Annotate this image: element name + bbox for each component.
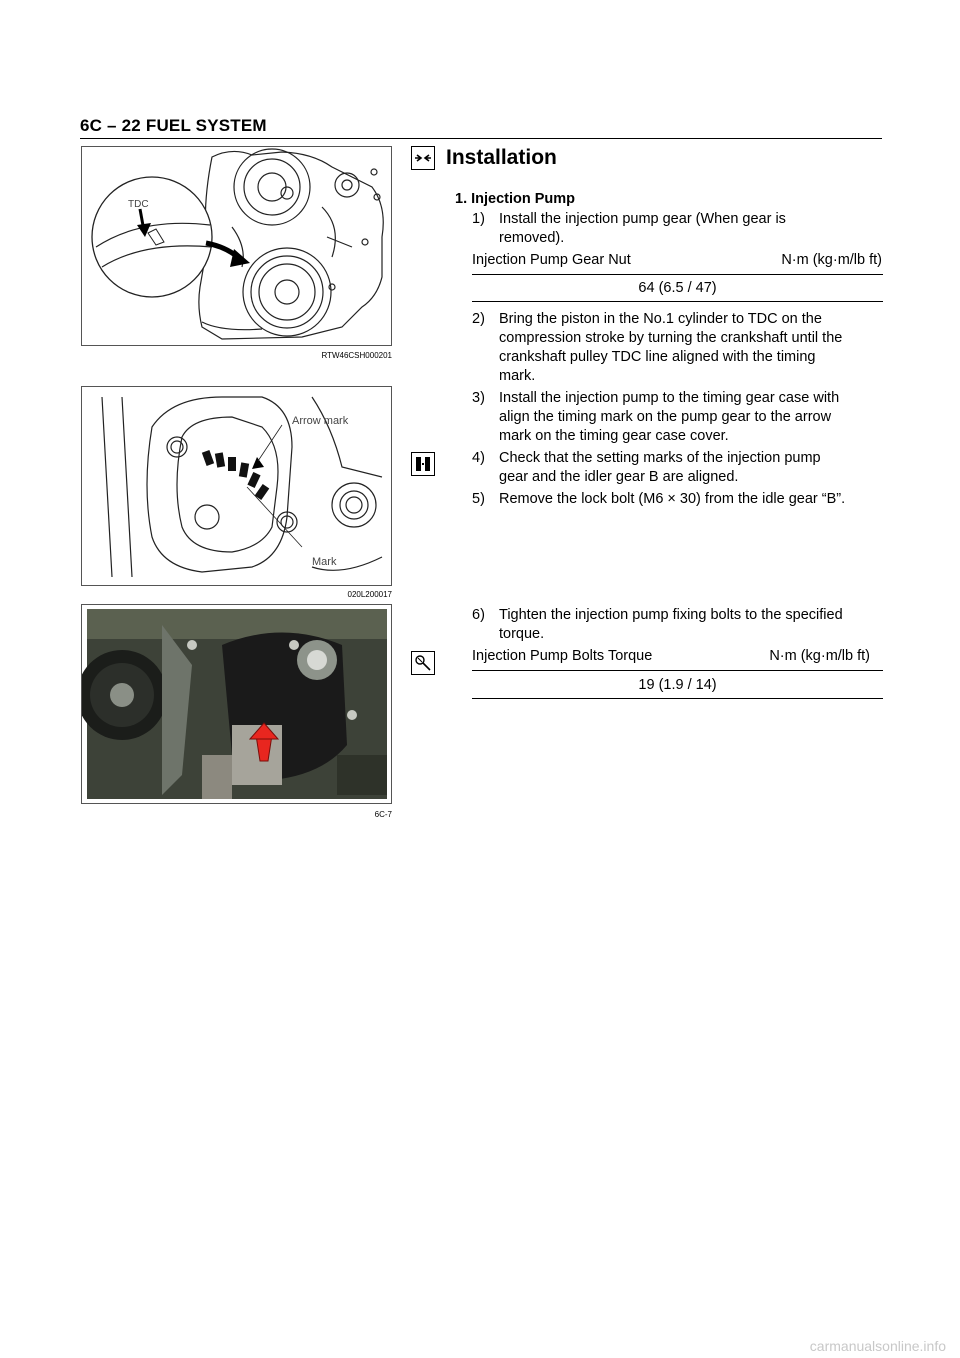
arrow-mark-label: Arrow mark [292, 415, 349, 427]
alignment-mark-icon [414, 455, 432, 473]
mark-label: Mark [312, 556, 337, 568]
wrench-icon [414, 654, 432, 672]
spec-unit: N·m (kg·m/lb ft) [769, 648, 870, 664]
spec-label: Injection Pump Gear Nut [472, 252, 631, 268]
step-line: removed). [499, 230, 565, 246]
page-title: 6C – 22 FUEL SYSTEM [80, 116, 267, 135]
step-line: torque. [499, 626, 545, 642]
figure-caption-3: 6C-7 [374, 810, 392, 819]
spec-row-gear-nut [472, 251, 882, 270]
figure-caption-2: 020L200017 [347, 590, 392, 599]
engine-photo [82, 605, 392, 804]
step-line: Install the injection pump to the timing gear case with [499, 390, 840, 406]
spec-divider [472, 274, 883, 275]
step-number: 5) [472, 491, 485, 507]
spec-row-pump-bolts [472, 647, 870, 666]
spec-divider [472, 670, 883, 671]
step-line: mark on the timing gear case cover. [499, 428, 729, 444]
step-number: 1) [472, 211, 485, 227]
figure-timing-mark [81, 386, 392, 586]
step-line: Remove the lock bolt (M6 × 30) from the idle gear “B”. [499, 491, 846, 507]
step-line: Bring the piston in the No.1 cylinder to TDC on the [499, 311, 822, 327]
step-line: compression stroke by turning the crankshaft until the [499, 330, 843, 346]
step-line: align the timing mark on the pump gear to the arrow [499, 409, 832, 425]
install-icon [411, 146, 435, 170]
spec-value: 19 (1.9 / 14) [638, 677, 717, 693]
step-number: 2) [472, 311, 485, 327]
pulley-drawing [82, 147, 392, 346]
check-icon [411, 452, 435, 476]
step-line: gear and the idler gear B are aligned. [499, 469, 739, 485]
footer-watermark[interactable]: carmanualsonline.info [809, 1338, 946, 1354]
figure-engine-photo [81, 604, 392, 804]
step-number: 4) [472, 450, 485, 466]
spec-divider [472, 698, 883, 699]
figure-crankshaft-pulley [81, 146, 392, 346]
step-line: mark. [499, 368, 536, 384]
step-line: Check that the setting marks of the injection pump [499, 450, 821, 466]
step-line: Tighten the injection pump fixing bolts to the specified [499, 607, 843, 623]
spec-label: Injection Pump Bolts Torque [472, 648, 653, 664]
tdc-label: TDC [128, 199, 149, 210]
torque-icon [411, 651, 435, 675]
spec-divider [472, 301, 883, 302]
timing-gear-drawing [82, 387, 392, 586]
spec-value: 64 (6.5 / 47) [638, 280, 717, 296]
spec-unit: N·m (kg·m/lb ft) [781, 252, 882, 268]
step-number: 3) [472, 390, 485, 406]
section-title: Installation [446, 146, 557, 169]
step-line: crankshaft pulley TDC line aligned with the timing [499, 349, 816, 365]
step-line: Install the injection pump gear (When gear is [499, 211, 786, 227]
figure-caption-1: RTW46CSH000201 [321, 351, 392, 360]
item-heading: 1. Injection Pump [455, 191, 576, 207]
install-arrows-icon [414, 153, 432, 163]
step-number: 6) [472, 607, 485, 623]
page-header [80, 116, 882, 139]
